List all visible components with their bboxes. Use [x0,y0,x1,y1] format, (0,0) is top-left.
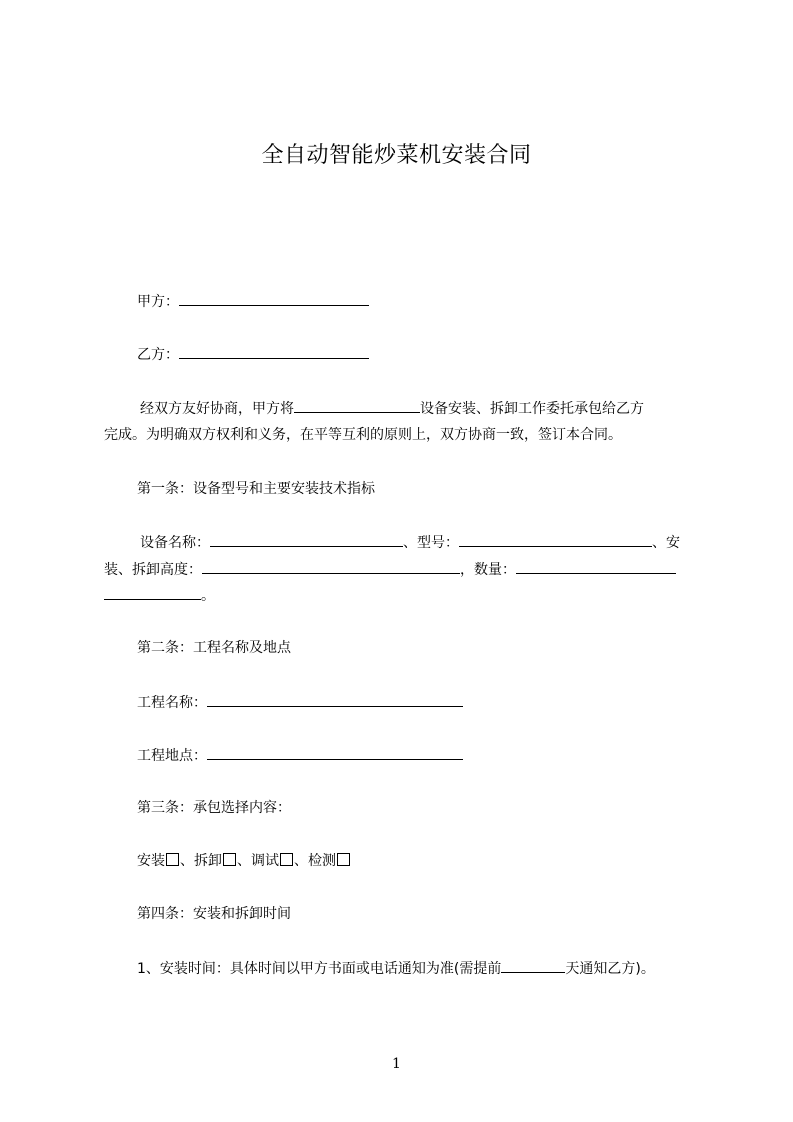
device-line-3 [104,585,215,606]
height-label: 装、拆卸高度： [104,562,202,578]
model-label: 、型号： [403,535,459,551]
party-b-blank [179,344,369,359]
install-prefix: 、安 [652,535,680,551]
project-name-blank [207,692,463,707]
party-a-blank [179,291,369,306]
article-4-heading: 第四条：安装和拆卸时间 [137,906,291,922]
install-time-text-1: 1、安装时间：具体时间以甲方书面或电话通知为准(需提前 [137,961,502,977]
equipment-blank [294,398,420,413]
install-time-text-2: 天通知乙方)。 [565,961,655,977]
party-b-line [137,344,369,365]
article-1-heading: 第一条：设备型号和主要安装技术指标 [137,481,375,497]
project-name-line [137,692,463,713]
quantity-blank [516,559,676,574]
article-2-heading: 第二条：工程名称及地点 [137,640,291,656]
option-inspect-label: 、检测 [294,853,336,869]
project-name-label: 工程名称： [137,695,207,711]
scope-options [137,851,351,871]
option-inspect-checkbox[interactable] [337,853,350,866]
party-b-label: 乙方： [137,347,179,363]
party-a-label: 甲方： [137,294,179,310]
article-3-heading: 第三条：承包选择内容： [137,800,291,816]
height-blank [202,559,460,574]
intro-text-2: 设备安装、拆卸工作委托承包给乙方 [420,401,644,417]
option-remove-label: 、拆卸 [180,853,222,869]
device-name-label: 设备名称： [140,535,210,551]
document-title: 全自动智能炒菜机安装合同 [261,143,532,168]
option-debug-checkbox[interactable] [280,853,293,866]
project-location-label: 工程地点： [137,748,207,764]
option-remove-checkbox[interactable] [223,853,236,866]
device-line-1 [140,532,680,553]
intro-text-1: 经双方友好协商，甲方将 [140,401,294,417]
device-line-2 [104,559,676,580]
option-install-label: 安装 [137,853,165,869]
party-a-line [137,291,369,312]
project-location-line [137,745,463,766]
quantity-blank-continued [104,585,201,600]
quantity-label: ，数量： [460,562,516,578]
install-time-line [137,958,655,979]
device-name-blank [210,532,403,547]
intro-line-1 [140,398,644,419]
project-location-blank [207,745,463,760]
page-number: 1 [392,1056,401,1072]
notice-days-blank [501,958,565,973]
model-blank [459,532,652,547]
intro-line-2: 完成。为明确双方权利和义务，在平等互利的原则上，双方协商一致，签订本合同。 [104,427,622,443]
option-install-checkbox[interactable] [166,853,179,866]
option-debug-label: 、调试 [237,853,279,869]
end-mark: 。 [201,588,215,604]
